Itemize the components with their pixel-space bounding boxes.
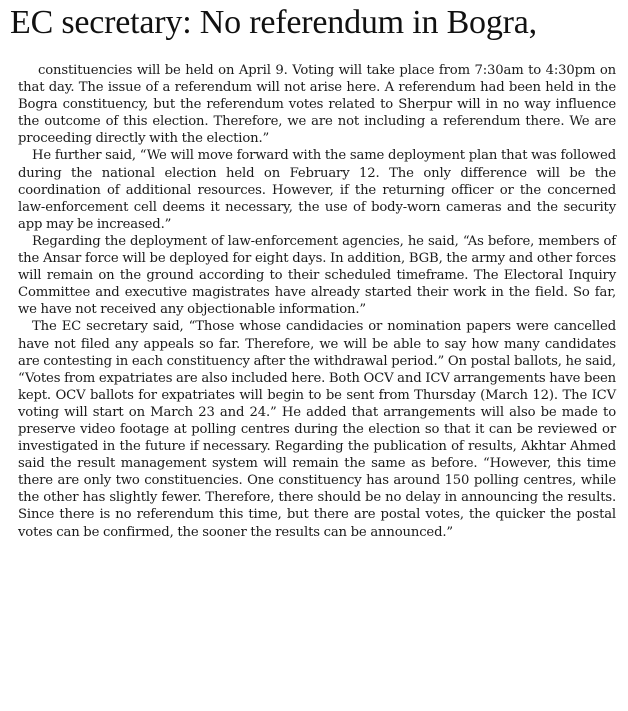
paragraph-4: The EC secretary said, “Those whose candidacies or nomination papers were cancelled have not filed any appeals so far. Therefore, we will be able to say how many candidates are contesting in each constituency after the withdrawal period.” On postal ballots, he said, “Votes from expatriates are also included here. Both OCV and ICV arrangements have been kept. OCV ballots for expatriates will begin to be sent from Thursday (March 12). The ICV voting will start on March 23 and 24.” He added that arrangements will also be made to preserve video footage at polling centres during the election so that it can be reviewed or investigated in the future if necessary. Regarding the publication of results, Akhtar Ahmed said the result management system will remain the same as before. “However, this time there are only two constituencies. One constituency has around 150 polling centres, while the other has slightly fewer. Therefore, there should be no delay in announcing the results. Since there is no referendum this time, but there are postal votes, the quicker the postal votes can be confirmed, the sooner the results can be announced.” bbox=[18, 319, 616, 540]
paragraph-2: He further said, “We will move forward with the same deployment plan that was followed during the national election held on February 12. The only difference will be the coordination of additional resources. However, if the returning officer or the concerned law-enforcement cell deems it necessary, the use of body-worn cameras and the security app may be increased.” bbox=[18, 148, 616, 232]
headline: EC secretary: No referendum in Bogra, bbox=[10, 4, 537, 41]
paragraph-3: Regarding the deployment of law-enforcement agencies, he said, “As before, members of the Ansar force will be deployed for eight days. In addition, BGB, the army and other forces will remain on the ground according to their scheduled timeframe. The Electoral Inquiry Committee and executive magistrates have already started their work in the field. So far, we have not received any objectionable information.” bbox=[18, 233, 616, 318]
article-body bbox=[18, 62, 616, 541]
paragraph-1: constituencies will be held on April 9. Voting will take place from 7:30am to 4:30pm on that day. The issue of a referendum will not arise here. A referendum had been held in the Bogra constituency, but the referendum votes related to Sherpur will in no way influence the outcome of this election. Therefore, we are not including a referendum there. We are proceeding directly with the election.” bbox=[18, 63, 616, 147]
